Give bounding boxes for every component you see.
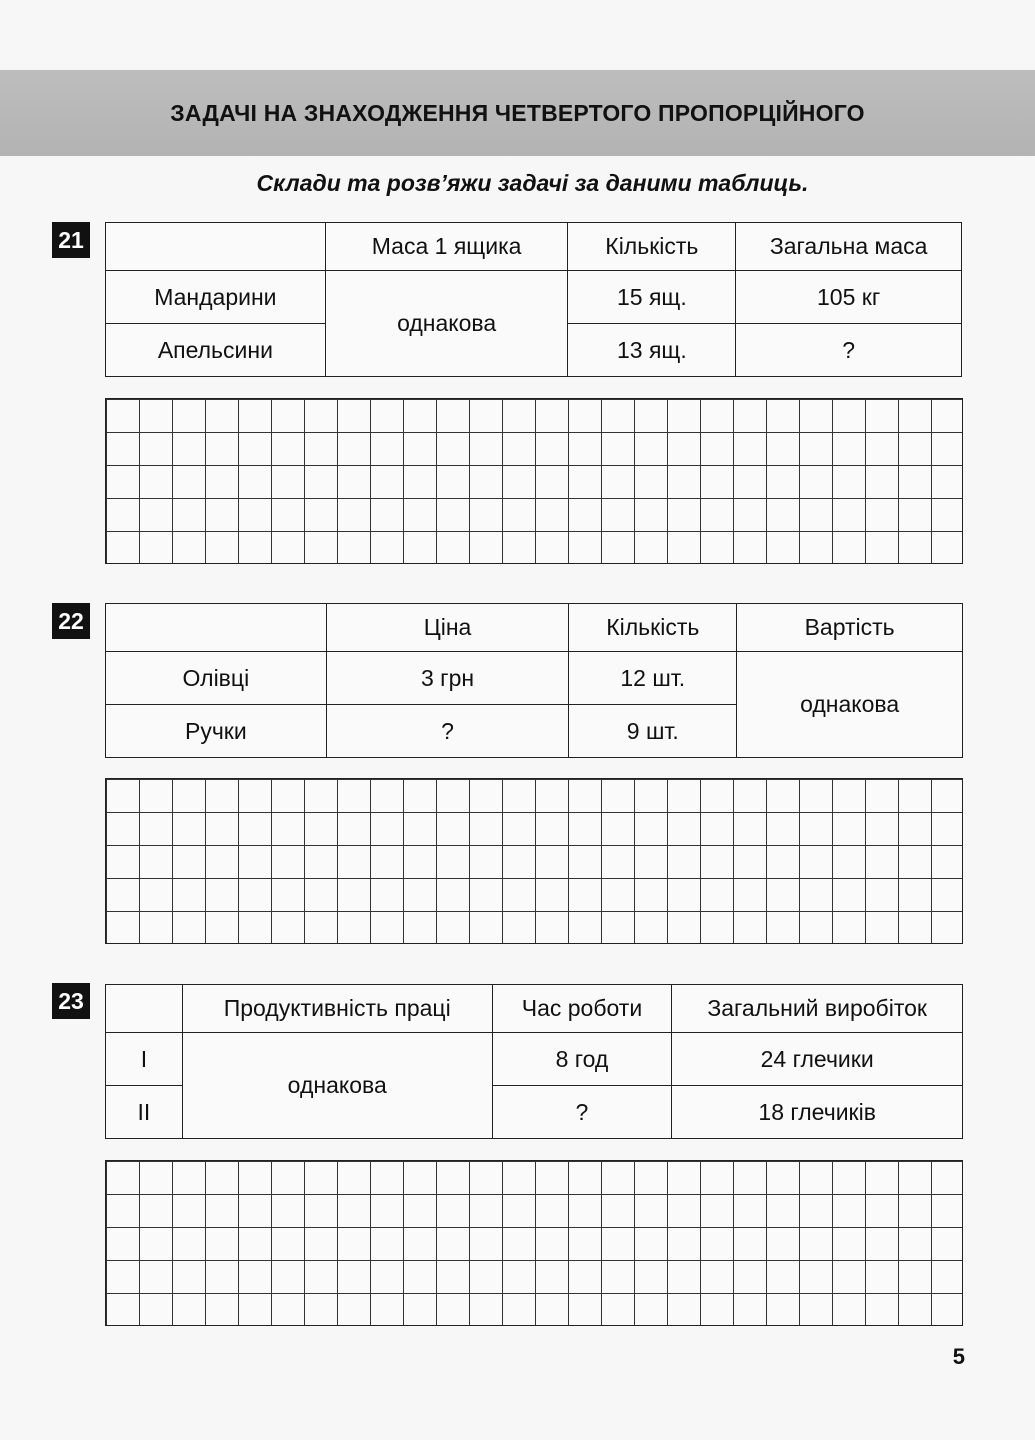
price-cell: 3 грн <box>326 652 569 705</box>
quantity-cell: 9 шт. <box>569 705 737 758</box>
total-cell: 24 глечики <box>672 1033 963 1086</box>
quantity-cell: 12 шт. <box>569 652 737 705</box>
task-number-21: 21 <box>52 222 90 258</box>
page-number: 5 <box>952 1344 965 1369</box>
row-label: Мандарини <box>106 271 326 324</box>
row-label: I <box>106 1033 183 1086</box>
header-cell: Вартість <box>737 604 963 652</box>
shared-value-cell: однакова <box>737 652 963 758</box>
task-23-table <box>105 984 963 1139</box>
task-22-table <box>105 603 963 758</box>
header-cell: Ціна <box>326 604 569 652</box>
instruction-text: Склади та розв’яжи задачі за даними таблиць. <box>256 170 809 196</box>
task-21-answer-grid[interactable] <box>105 398 963 564</box>
task-21-table <box>105 222 962 377</box>
shared-value-cell: однакова <box>325 271 568 377</box>
total-cell: ? <box>736 324 962 377</box>
shared-value-cell: однакова <box>182 1033 492 1139</box>
task-23-answer-grid[interactable] <box>105 1160 963 1326</box>
quantity-cell: 15 ящ. <box>568 271 736 324</box>
row-label: Олівці <box>106 652 327 705</box>
quantity-cell: 13 ящ. <box>568 324 736 377</box>
row-label: Апельсини <box>106 324 326 377</box>
header-cell-empty <box>106 223 326 271</box>
row-label: Ручки <box>106 705 327 758</box>
task-number-22: 22 <box>52 603 90 639</box>
header-cell: Маса 1 ящика <box>325 223 568 271</box>
section-title: ЗАДАЧІ НА ЗНАХОДЖЕННЯ ЧЕТВЕРТОГО ПРОПОРЦІЙНОГО <box>170 99 865 126</box>
row-label: II <box>106 1086 183 1139</box>
header-cell: Загальний виробіток <box>672 985 963 1033</box>
total-cell: 105 кг <box>736 271 962 324</box>
header-cell: Продуктивність праці <box>182 985 492 1033</box>
task-22-answer-grid[interactable] <box>105 778 963 944</box>
total-cell: 18 глечиків <box>672 1086 963 1139</box>
header-cell-empty <box>106 985 183 1033</box>
time-cell: 8 год <box>492 1033 672 1086</box>
time-cell: ? <box>492 1086 672 1139</box>
header-cell: Кількість <box>568 223 736 271</box>
header-cell: Час роботи <box>492 985 672 1033</box>
header-cell: Загальна маса <box>736 223 962 271</box>
header-cell-empty <box>106 604 327 652</box>
task-number-23: 23 <box>52 983 90 1019</box>
price-cell: ? <box>326 705 569 758</box>
header-cell: Кількість <box>569 604 737 652</box>
section-header <box>0 70 1035 156</box>
